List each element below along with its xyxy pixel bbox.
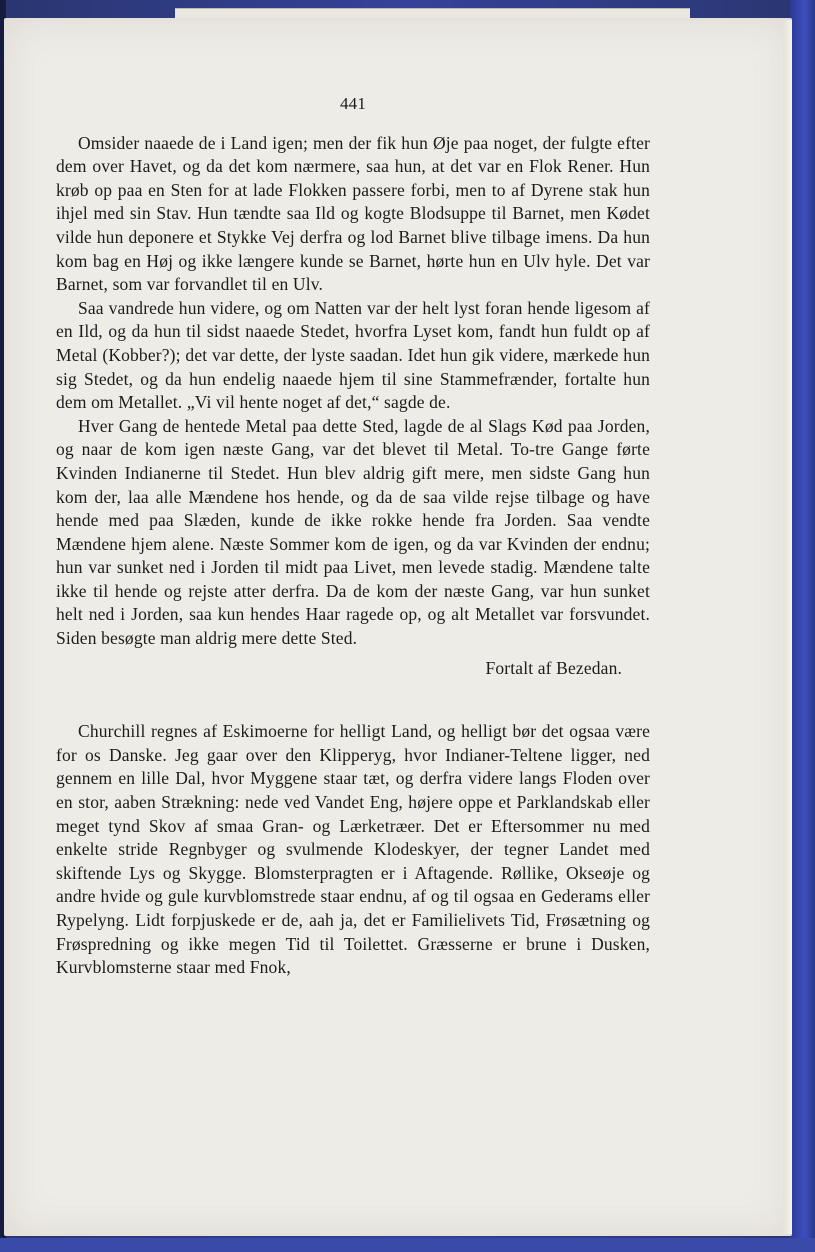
- paragraph: Churchill regnes af Eskimoerne for helligt Land, og helligt bør det ogsaa være for os Danske. Jeg gaar over den Klipperyg, hvor Indianer-Teltene ligger, ned gennem en lille Dal, hvor Myggene staar tæt, og derfra videre langs Floden over en stor, aaben Strækning: nede ved Vandet Eng, højere oppe et Parklandskab eller meget tynd Skov af smaa Gran- og Lærketræer. Det er Eftersommer nu med enkelte stride Regnbyger og svulmende Klodeskyer, der tegner Landet med skiftende Lys og Skygge. Blomsterpragten er i Aftagende. Røllike, Okseøje og andre hvide og gule kurvblomstrede staar endnu, af og til ogsaa en Gederams eller Rypelyng. Lidt forpjuskede er de, aah ja, det er Familielivets Tid, Frøsætning og Frøspredning og ikke megen Tid til Toilettet. Græsserne er brune i Dusken, Kurvblomsterne staar med Fnok,: [56, 721, 650, 978]
- paragraph: Hver Gang de hentede Metal paa dette Sted, lagde de al Slags Kød paa Jorden, og naar de kom igen næste Gang, var det blevet til Metal. To-tre Gange førte Kvinden Indianerne til Stedet. Hun blev aldrig gift mere, men sidste Gang hun kom der, laa alle Mændene hos hende, og da de saa vilde rejse tilbage og have hende med paa Slæden, kunde de ikke rokke hende fra Jorden. Saa vendte Mændene hjem alene. Næste Sommer kom de igen, og da var Kvinden der endnu; hun var sunket ned i Jorden til midt paa Livet, men levede stadig. Mændene talte ikke til hende og rejste atter derfra. Da de kom der næste Gang, var hun sunket helt ned i Jorden, saa kun hendes Haar ragede op, og alt Metallet var forsvundet. Siden besøgte man aldrig mere dette Sted.: [56, 415, 650, 649]
- paragraph: Saa vandrede hun videre, og om Natten var der helt lyst foran hende ligesom af en Ild, og da hun til sidst naaede Stedet, hvorfra Lyset kom, fandt hun fuldt op af Metal (Kobber?); det var dette, der lyste saadan. Idet hun gik videre, mærkede hun sig Stedet, og da hun endelig naaede hjem til sine Stammefrænder, fortalte hun dem om Metallet. „Vi vil hente noget af det,“ sagde de.: [56, 297, 650, 413]
- page-number: 441: [340, 94, 366, 113]
- page-text-block: [56, 92, 650, 980]
- page-fore-edge: [783, 20, 792, 1234]
- story-attribution: Fortalt af Bezedan.: [485, 657, 622, 678]
- book-cover-bottom: [0, 1238, 815, 1252]
- book-cover-edge: [790, 0, 815, 1252]
- paragraph: Omsider naaede de i Land igen; men der fik hun Øje paa noget, der fulgte efter dem over Havet, og da det kom nærmere, saa hun, at det var en Flok Rener. Hun krøb op paa en Sten for at lade Flokken passere forbi, men to af Dyrene stak hun ihjel med sin Stav. Hun tændte saa Ild og kogte Blodsuppe til Barnet, men Kødet vilde hun deponere et Stykke Vej derfra og lod Barnet blive tilbage imens. Da hun kom bag en Høj og ikke længere kunde se Barnet, hørte hun en Ulv hyle. Det var Barnet, som var forvandlet til en Ulv.: [56, 132, 650, 295]
- section-gap: [56, 680, 650, 720]
